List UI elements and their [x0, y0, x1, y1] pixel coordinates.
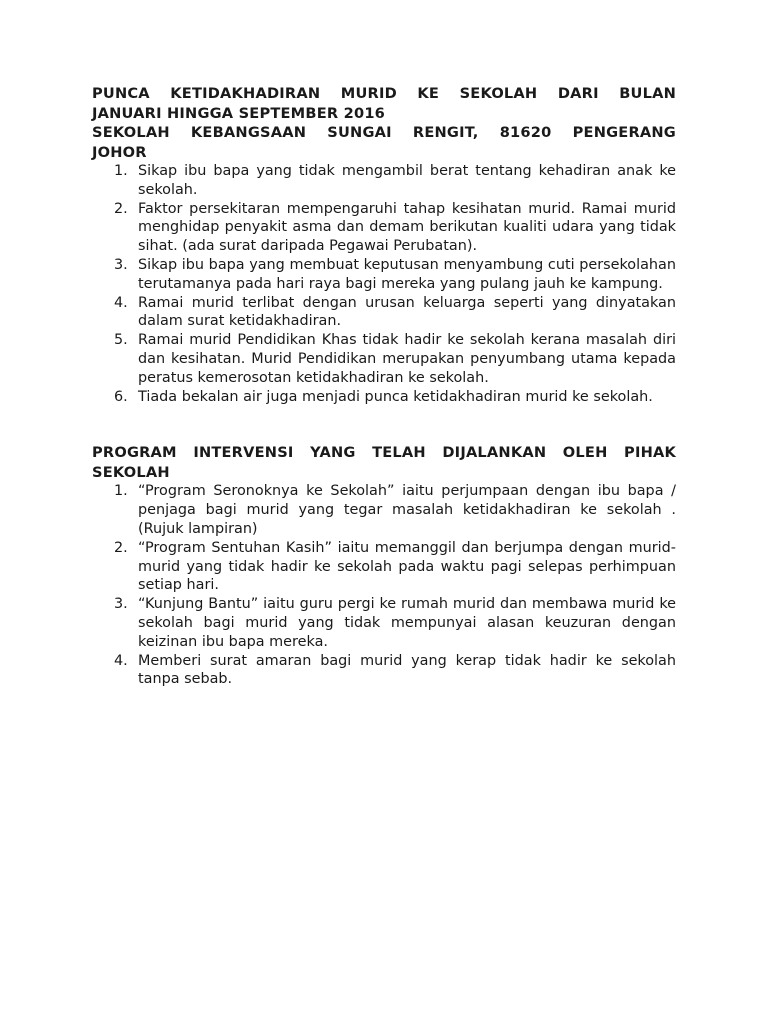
- list-item-text: Sikap ibu bapa yang tidak mengambil berat tentang kehadiran anak ke sekolah.: [138, 163, 676, 198]
- title-line-3: SEKOLAH KEBANGSAAN SUNGAI RENGIT, 81620 PENGERANG: [92, 124, 676, 141]
- causes-list: [92, 162, 676, 406]
- list-item-text: Sikap ibu bapa yang membuat keputusan menyambung cuti persekolahan terutamanya pada hari raya bagi mereka yang pulang jauh ke kampung.: [138, 256, 676, 292]
- list-item: [92, 482, 676, 538]
- list-item: [92, 652, 676, 690]
- title-line-2: JANUARI HINGGA SEPTEMBER 2016: [92, 104, 386, 122]
- program-heading-line-1: PROGRAM INTERVENSI YANG TELAH DIJALANKAN OLEH PIHAK: [92, 444, 676, 462]
- list-item: [92, 200, 676, 256]
- list-number: 4.: [114, 652, 128, 669]
- list-number: 5.: [114, 332, 128, 349]
- list-item-text: “Program Seronoknya ke Sekolah” iaitu perjumpaan dengan ibu bapa / penjaga bagi murid yang tegar masalah ketidakhadiran ke sekolah . (Rujuk lampiran): [138, 483, 676, 537]
- title-line-4: JOHOR: [92, 143, 147, 161]
- list-number: 6.: [114, 388, 128, 405]
- list-number: 2.: [114, 539, 128, 556]
- list-number: 3.: [114, 256, 128, 273]
- list-item-text: Tiada bekalan air juga menjadi punca ketidakhadiran murid ke sekolah.: [138, 388, 653, 405]
- list-item: [92, 595, 676, 651]
- list-number: 1.: [114, 483, 128, 500]
- programs-list: [92, 482, 676, 689]
- list-item-text: “Kunjung Bantu” iaitu guru pergi ke rumah murid dan membawa murid ke sekolah bagi murid yang tidak mempunyai alasan keuzuran dengan keizinan ibu bapa mereka.: [138, 596, 676, 650]
- list-item: [92, 539, 676, 595]
- title-line-1: PUNCA KETIDAKHADIRAN MURID KE SEKOLAH DARI BULAN: [92, 85, 676, 102]
- document-title: [92, 84, 676, 162]
- list-number: 1.: [114, 163, 128, 179]
- list-item: [92, 162, 676, 200]
- list-number: 2.: [114, 200, 128, 217]
- list-item-text: Ramai murid terlibat dengan urusan keluarga seperti yang dinyatakan dalam surat ketidakhadiran.: [138, 294, 676, 330]
- list-number: 4.: [114, 294, 128, 311]
- list-item-text: Ramai murid Pendidikan Khas tidak hadir ke sekolah kerana masalah diri dan kesihatan. Murid Pendidikan merupakan penyumbang utama kepada peratus kemerosotan ketidakhadiran ke sekolah.: [138, 332, 676, 386]
- list-item: [92, 331, 676, 387]
- list-item: [92, 388, 676, 407]
- list-item: [92, 256, 676, 294]
- list-item-text: Memberi surat amaran bagi murid yang kerap tidak hadir ke sekolah tanpa sebab.: [138, 652, 676, 688]
- list-number: 3.: [114, 596, 128, 613]
- program-heading: [92, 443, 676, 482]
- list-item-text: Faktor persekitaran mempengaruhi tahap kesihatan murid. Ramai murid menghidap penyakit asma dan demam berikutan kualiti udara yang tidak sihat. (ada surat daripada Pegawai Perubatan).: [138, 200, 676, 255]
- list-item-text: “Program Sentuhan Kasih” iaitu memanggil dan berjumpa dengan murid-murid yang tidak hadir ke sekolah pada waktu pagi selepas perhimpuan setiap hari.: [138, 539, 676, 594]
- program-heading-line-2: SEKOLAH: [92, 463, 170, 481]
- list-item: [92, 294, 676, 332]
- document-page: [92, 84, 676, 689]
